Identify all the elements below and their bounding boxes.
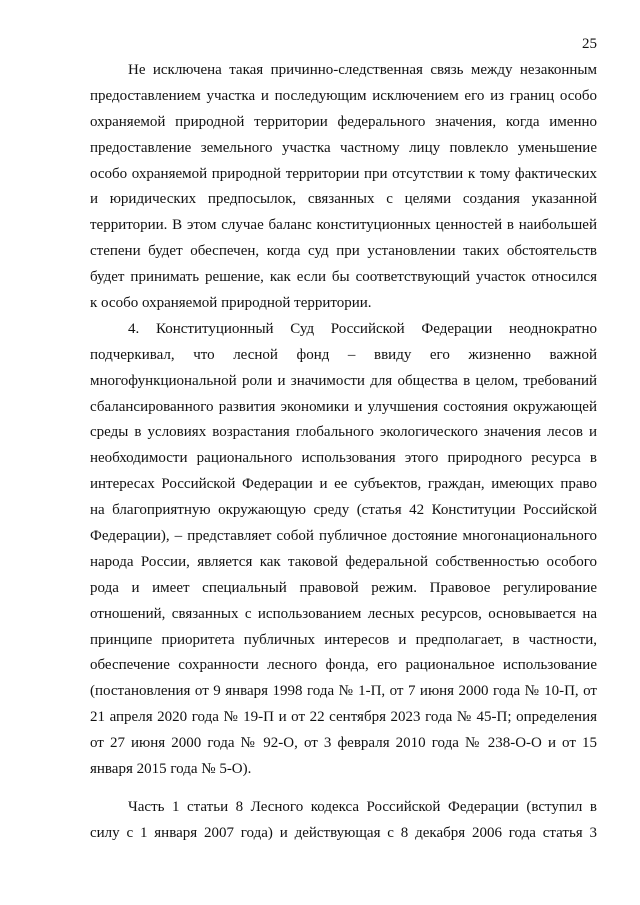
- text-line: Часть 1 статьи 8 Лесного кодекса Российской Федерации (вступил в: [128, 798, 597, 815]
- text-line: необходимости рационального использования этого природного ресурса в: [90, 450, 597, 467]
- text-line: рода и имеет специальный правовой режим. Правовое регулирование: [90, 579, 597, 596]
- text-line: отношений, связанных с использованием лесных ресурсов, основывается на: [90, 605, 597, 622]
- text-line: обеспечение сохранности лесного фонда, его рациональное использование: [90, 657, 597, 674]
- text-line: сбалансированного развития экономики и улучшения состояния окружающей: [90, 398, 597, 415]
- text-line: территории. В этом случае баланс конституционных ценностей в наибольшей: [90, 217, 597, 234]
- text-line: среды в условиях возрастания глобального экологического значения лесов и: [90, 424, 597, 441]
- paragraph-1: [90, 58, 597, 317]
- text-line: Федерации), – представляет собой публичное достояние многонационального: [90, 528, 597, 545]
- text-line: января 2015 года № 5-О).: [90, 761, 252, 778]
- paragraph-2: [90, 317, 597, 783]
- text-line: силу с 1 января 2007 года) и действующая с 8 декабря 2006 года статья 3: [90, 824, 597, 841]
- text-line: и юридических предпосылок, связанных с целями создания указанной: [90, 191, 597, 208]
- text-line: будет принимать решение, как если бы соответствующий участок относился: [90, 269, 597, 286]
- text-line: 21 апреля 2020 года № 19-П и от 22 сентября 2023 года № 45-П; определения: [90, 709, 597, 726]
- text-line: подчеркивал, что лесной фонд – ввиду его жизненно важной: [90, 346, 597, 363]
- text-line: на благоприятную окружающую среду (статья 42 Конституции Российской: [90, 502, 597, 519]
- text-line: Не исключена такая причинно-следственная связь между незаконным: [128, 62, 597, 78]
- text-line: предоставлением участка и последующим исключением его из границ особо: [90, 87, 597, 104]
- text-line: интересах Российской Федерации и ее субъектов, граждан, имеющих право: [90, 476, 597, 493]
- paragraph-3: [90, 795, 597, 847]
- text-line: особо охраняемой природной территории при отсутствии к тому фактических: [90, 165, 597, 182]
- text-line: 4. Конституционный Суд Российской Федерации неоднократно: [128, 320, 597, 337]
- text-line: предоставление земельного участка частному лицу повлекло уменьшение: [90, 139, 597, 156]
- text-line: от 27 июня 2000 года № 92-О, от 3 февраля 2010 года № 238-О-О и от 15: [90, 735, 597, 752]
- text-line: охраняемой природной территории федерального значения, когда именно: [90, 113, 597, 130]
- text-line: к особо охраняемой природной территории.: [90, 295, 372, 312]
- text-line: степени будет обеспечен, когда суд при установлении таких обстоятельств: [90, 243, 597, 260]
- text-line: народа России, является как таковой федеральной собственностью особого: [90, 553, 597, 570]
- page-number: 25: [582, 36, 597, 52]
- body-text: [90, 58, 597, 847]
- text-line: многофункциональной роли и значимости для общества в целом, требований: [90, 372, 597, 389]
- text-line: принципе приоритета публичных интересов и предполагает, в частности,: [90, 631, 597, 648]
- text-line: (постановления от 9 января 1998 года № 1-П, от 7 июня 2000 года № 10-П, от: [90, 683, 597, 700]
